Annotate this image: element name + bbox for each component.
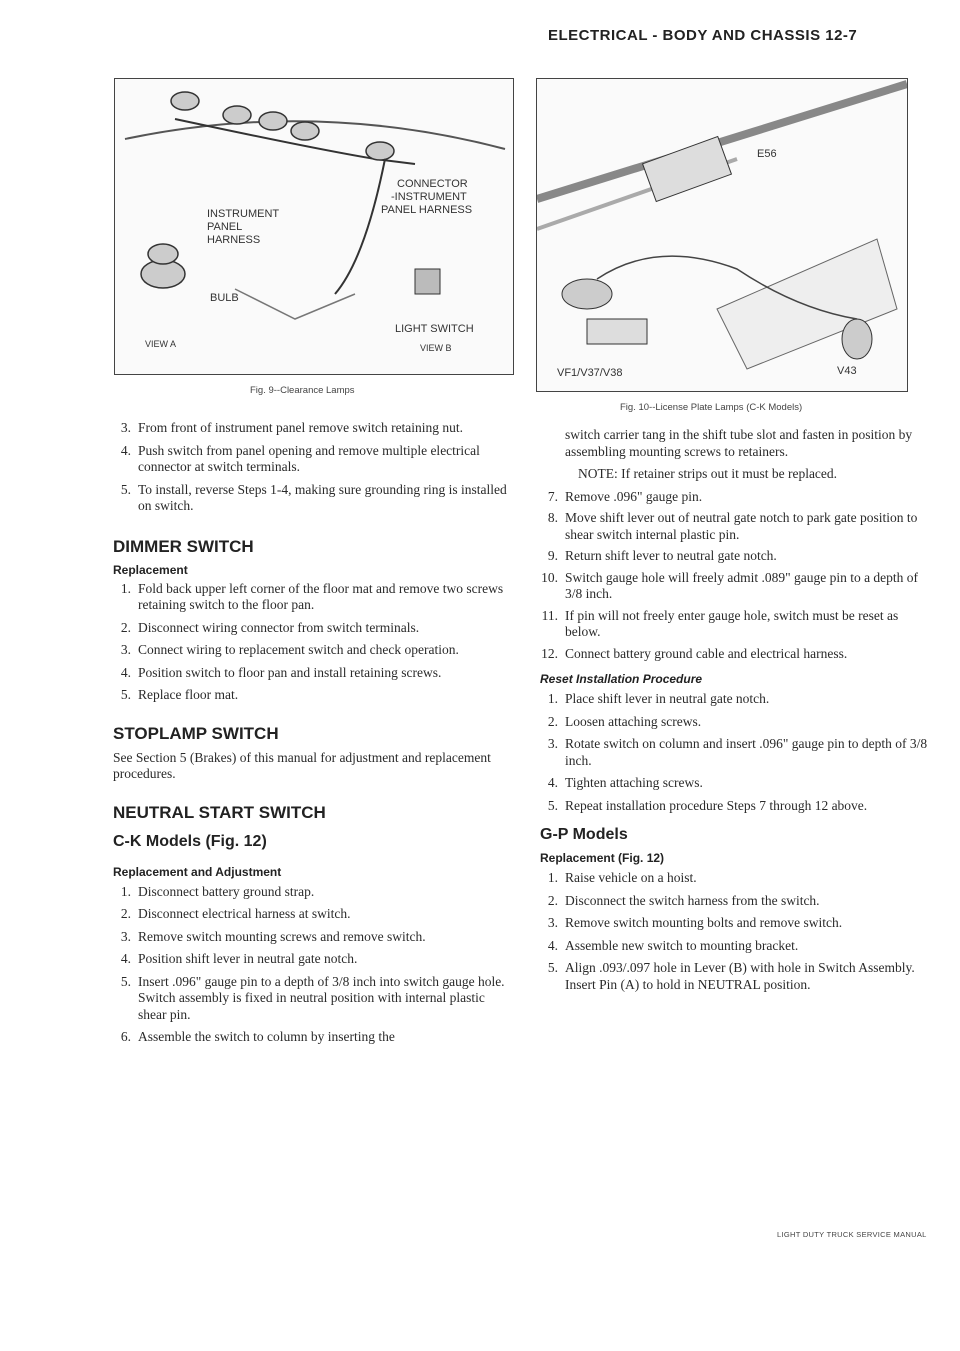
step: 10. Switch gauge hole will freely admit .089" gauge pin to a depth of 3/8 inch.: [541, 569, 919, 601]
right-column: [540, 427, 935, 993]
replacement-adjustment-subheading: Replacement and Adjustment: [113, 864, 282, 879]
step: 4. Tighten attaching screws.: [547, 775, 703, 790]
label-e56: E56: [757, 148, 777, 160]
continued-text: switch carrier tang in the shift tube slot and fasten in position by assembling mounting screws to retainers.: [565, 427, 913, 459]
step: 4. Assemble new switch to mounting bracket.: [547, 937, 799, 953]
step: 4. Push switch from panel opening and remove multiple electrical connector at switch terminals.: [120, 442, 480, 474]
label-connector-2: -INSTRUMENT: [391, 191, 467, 203]
ck-models-heading: C-K Models (Fig. 12): [113, 832, 267, 850]
dimmer-replacement-subheading: Replacement: [113, 562, 188, 577]
stoplamp-switch-heading: STOPLAMP SWITCH: [113, 723, 279, 743]
label-view-b: VIEW B: [420, 343, 452, 353]
dimmer-switch-heading: DIMMER SWITCH: [113, 536, 254, 556]
step: 1. Disconnect battery ground strap.: [120, 883, 315, 899]
step: 2. Loosen attaching screws.: [547, 713, 702, 729]
step: 1. Place shift lever in neutral gate notch.: [547, 691, 770, 706]
stoplamp-text: See Section 5 (Brakes) of this manual for adjustment and replacement procedures.: [113, 749, 491, 781]
label-ip-2: PANEL: [207, 221, 243, 233]
left-column: [113, 420, 508, 1046]
step: 6. Assemble the switch to column by inserting the: [120, 1029, 395, 1044]
step: 5. To install, reverse Steps 1-4, making sure grounding ring is installed on switch.: [120, 481, 507, 513]
steps-a: [113, 420, 508, 515]
gp-replacement-subheading: Replacement (Fig. 12): [540, 851, 665, 865]
page-footer: LIGHT DUTY TRUCK SERVICE MANUAL: [777, 1230, 927, 1239]
step: 3. Remove switch mounting screws and remove switch.: [120, 928, 426, 944]
step: 7. Remove .096" gauge pin.: [547, 488, 703, 504]
reset-installation-heading: Reset Installation Procedure: [540, 672, 703, 686]
label-connector-1: CONNECTOR: [397, 178, 468, 190]
label-ip-3: HARNESS: [207, 234, 261, 246]
step: 5. Insert .096" gauge pin to a depth of 3/8 inch into switch gauge hole. Switch assembly is fixed in neutral position with internal plastic shear pin.: [120, 973, 505, 1022]
license-plate-lamps-illustration: [537, 79, 907, 391]
step: 9. Return shift lever to neutral gate notch.: [547, 548, 777, 563]
step: 5. Replace floor mat.: [120, 687, 239, 702]
page-header: ELECTRICAL - BODY AND CHASSIS 12-7: [548, 27, 858, 44]
step: 11. If pin will not freely enter gauge hole, switch must be reset as below.: [541, 607, 899, 639]
gp-models-heading: G-P Models: [540, 826, 628, 843]
step: 5. Align .093/.097 hole in Lever (B) with hole in Switch Assembly. Insert Pin (A) to hold in NEUTRAL position.: [547, 960, 915, 992]
label-light-switch: LIGHT SWITCH: [395, 323, 474, 335]
step: 5. Repeat installation procedure Steps 7 through 12 above.: [547, 797, 868, 813]
clearance-lamps-illustration: [115, 79, 513, 374]
step: 3. Remove switch mounting bolts and remove switch.: [547, 915, 843, 930]
figure-clearance-lamps: [114, 78, 514, 375]
label-vf1-v37-v38: VF1/V37/V38: [557, 367, 623, 379]
label-view-a: VIEW A: [145, 339, 177, 349]
step: 12. Connect battery ground cable and electrical harness.: [541, 645, 848, 661]
neutral-start-switch-heading: NEUTRAL START SWITCH: [113, 802, 326, 822]
step: 2. Disconnect electrical harness at switch.: [120, 906, 351, 921]
label-bulb: BULB: [210, 292, 239, 304]
step: 8. Move shift lever out of neutral gate notch to park gate position to shear switch internal plastic pin.: [547, 510, 918, 542]
step: 4. Position switch to floor pan and install retaining screws.: [120, 664, 442, 680]
step: 2. Disconnect wiring connector from switch terminals.: [120, 619, 420, 635]
label-connector-3: PANEL HARNESS: [381, 204, 473, 216]
figure-10-caption: Fig. 10--License Plate Lamps (C-K Models): [620, 402, 803, 413]
step: 1. Raise vehicle on a hoist.: [547, 870, 697, 885]
step: 1. Fold back upper left corner of the floor mat and remove two screws retaining switch to the floor pan.: [120, 580, 504, 612]
note-text: NOTE: If retainer strips out it must be replaced.: [578, 466, 838, 481]
step: 2. Disconnect the switch harness from the switch.: [547, 892, 820, 908]
label-ip-1: INSTRUMENT: [207, 208, 280, 220]
figure-license-plate-lamps: [536, 78, 908, 392]
figure-9-caption: Fig. 9--Clearance Lamps: [250, 385, 355, 396]
step: 4. Position shift lever in neutral gate notch.: [120, 951, 358, 966]
step: 3. From front of instrument panel remove switch retaining nut.: [120, 420, 464, 435]
label-v43: V43: [837, 365, 857, 377]
step: 3. Connect wiring to replacement switch and check operation.: [120, 642, 459, 657]
step: 3. Rotate switch on column and insert .096" gauge pin to depth of 3/8 inch.: [547, 736, 928, 768]
